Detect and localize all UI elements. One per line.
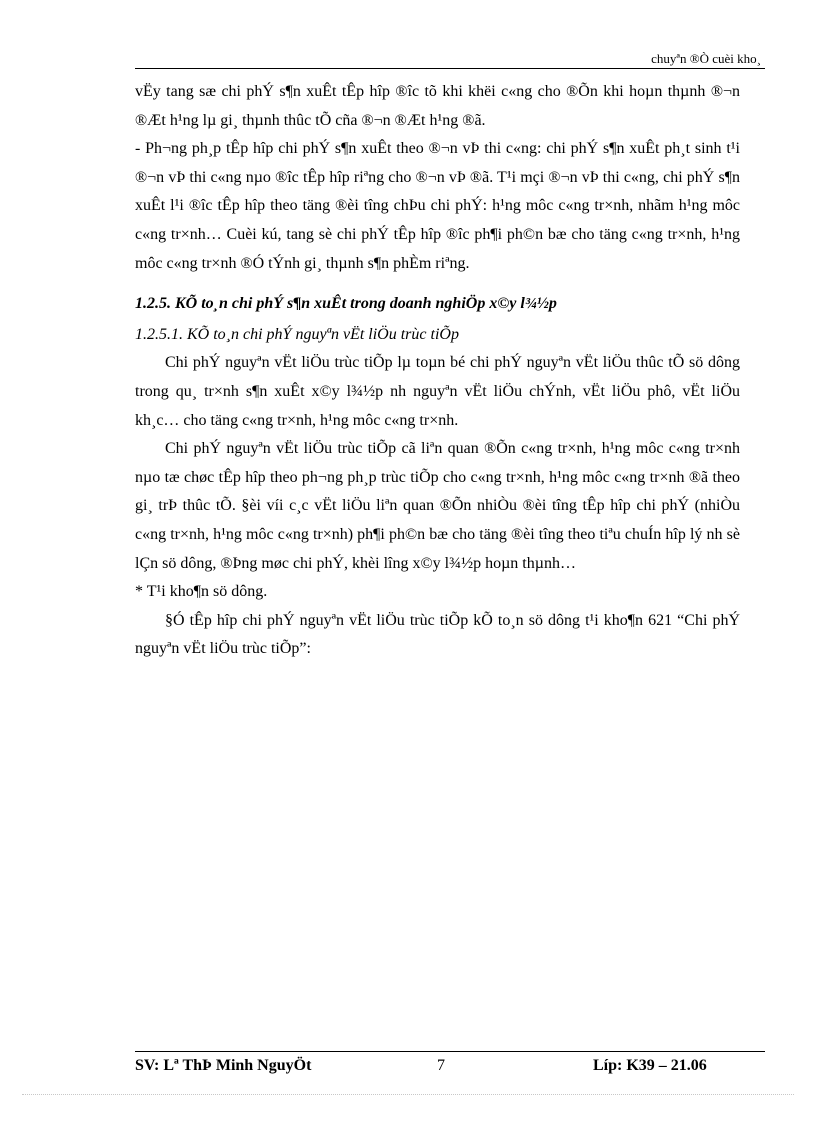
paragraph-allocation: Chi phÝ nguyªn vËt liÖu trùc tiÕp cã liªn quan ®Õn c«ng tr×nh, h¹ng môc c«ng tr×nh nµo tæ chøc tÊp hîp theo ph¬ng ph¸p trùc tiÕp cho c«ng tr×nh, h¹ng môc c«ng tr×nh ®ã theo gi¸ trÞ thûc tÕ. §èi víi c¸c vËt liÖu liªn quan ®Õn nhiÒu ®èi tîng tÊp hîp chi phÝ (nhiÒu c«ng tr×nh, h¹ng môc c«ng tr×nh) ph¶i ph©n bæ cho täng ®èi tîng theo tiªu chuÍn hîp lý nh sè lÇn sö dông, ®Þng møc chi phÝ, khèi lîng x©y l¾½p hoµn thµnh… [135,440,740,572]
footer-student: SV: Lª ThÞ Minh NguyÖt [135,1057,312,1074]
paragraph-method-by-unit: - Ph¬ng ph¸p tÊp hîp chi phÝ s¶n xuÊt theo ®¬n vÞ thi c«ng: chi phÝ s¶n xuÊt ph¸t sinh t¹i ®¬n vÞ thi c«ng nµo ®îc tÊp hîp riªng cho ®¬n vÞ ®ã. T¹i mçi ®¬n vÞ thi c«ng, chi phÝ s¶n xuÊt l¹i ®îc tÊp hîp theo täng ®èi tîng chÞu chi phÝ: h¹ng môc c«ng tr×nh, nhãm h¹ng môc c«ng tr×nh… Cuèi kú, tang sè chi phÝ tÊp hîp ®îc ph¶i ph©n bæ cho täng c«ng tr×nh, h¹ng môc c«ng tr×nh ®Ó tÝnh gi¸ thµnh s¶n phÈm riªng. [135,140,740,272]
page-header [135,50,765,69]
footer-page-number: 7 [437,1057,445,1074]
page-bottom-divider [22,1094,794,1095]
paragraph-account-label: * T¹i kho¶n sö dông. [135,583,268,601]
header-title: chuyªn ®Ò cuèi kho¸ [651,51,761,66]
paragraph-definition: Chi phÝ nguyªn vËt liÖu trùc tiÕp lµ toµn bé chi phÝ nguyªn vËt liÖu thûc tÕ sö dông trong qu¸ tr×nh s¶n xuÊt x©y l¾½p nh nguyªn vËt liÖu chÝnh, vËt liÖu phô, vËt liÖu kh¸c… cho täng c«ng tr×nh, h¹ng môc c«ng tr×nh. [135,354,740,429]
footer-class: Líp: K39 – 21.06 [593,1057,707,1074]
page-footer [135,1051,765,1082]
paragraph-account-621: §Ó tÊp hîp chi phÝ nguyªn vËt liÖu trùc tiÕp kÕ to¸n sö dông t¹i kho¶n 621 “Chi phÝ nguyªn vËt liÖu trùc tiÕp”: [135,611,740,658]
subsection-heading: 1.2.5.1. KÕ to¸n chi phÝ nguyªn vËt liÖu trùc tiÕp [135,325,459,343]
page-content [135,78,740,664]
section-heading: 1.2.5. KÕ to¸n chi phÝ s¶n xuÊt trong doanh nghiÖp x©y l¾½p [135,295,557,313]
paragraph-continuation: vËy tang sæ chi phÝ s¶n xuÊt tÊp hîp ®îc tõ khi khëi c«ng cho ®Õn khi hoµn thµnh ®¬n ®Æt h¹ng lµ gi¸ thµnh thûc tÕ cña ®¬n ®Æt h¹ng ®ã. [135,83,740,129]
